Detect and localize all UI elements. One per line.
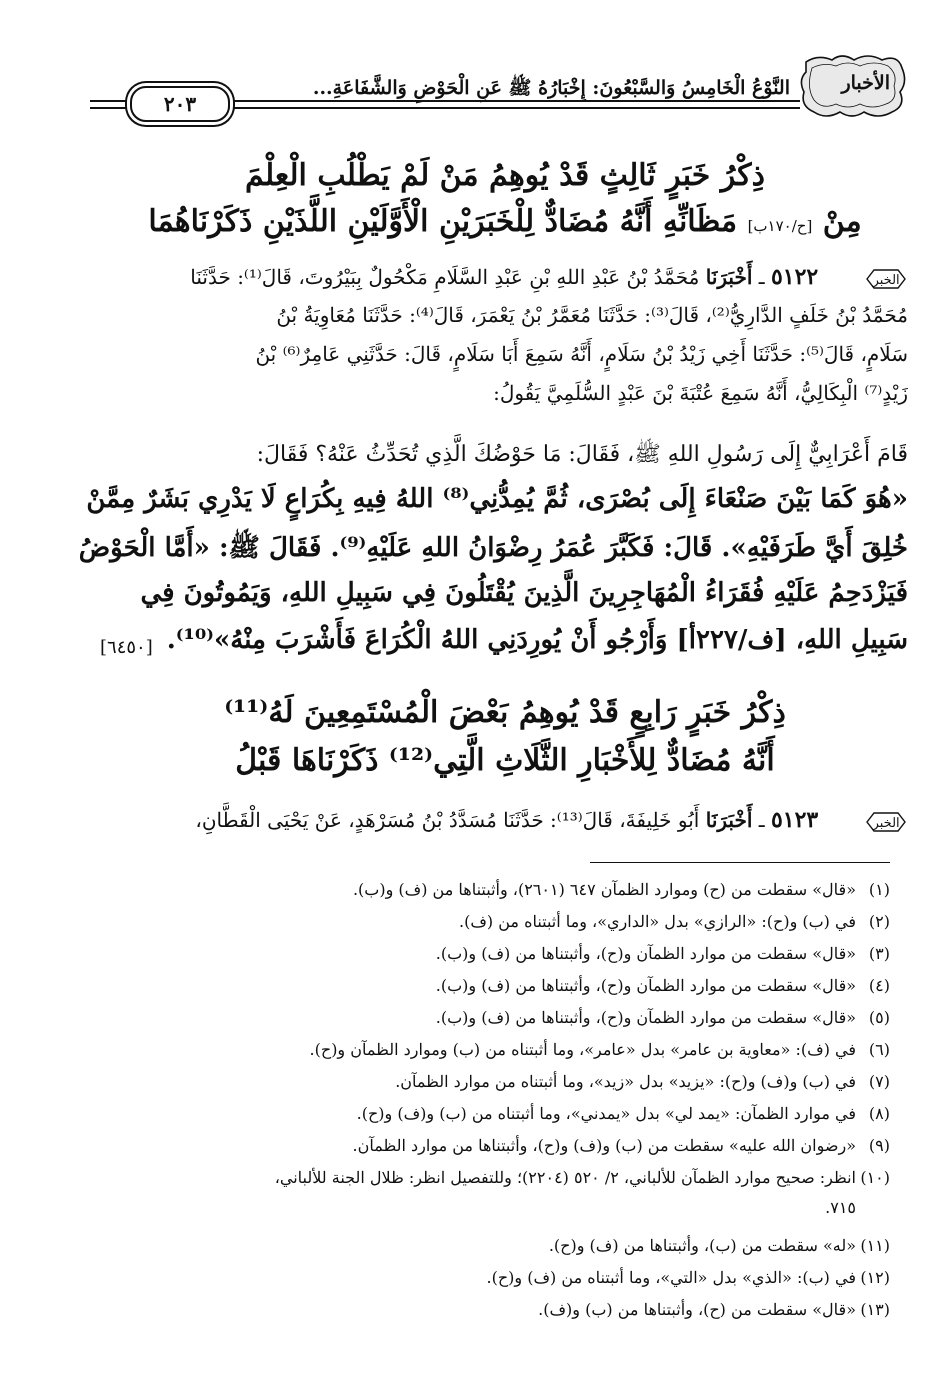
hadith-ref-number: [٦٤٥٠] [100, 637, 153, 658]
footnote [100, 1168, 890, 1187]
footnote-text: «قال» سقطت من (ح)، وأثبتناها من (ب) و(ف). [538, 1300, 856, 1319]
footnote-number: (١٢) [860, 1268, 890, 1287]
footnote-number: (٥) [868, 1008, 890, 1027]
hadith-dash: ـ [758, 808, 765, 832]
footnote [100, 1236, 890, 1255]
footnote-text: في موارد الظمآن: «يمد لي» بدل «يمدني»، وما أثبتناه من (ب) و(ف) و(ح). [356, 1104, 856, 1123]
footnote-text: «رضوان الله عليه» سقطت من (ب) و(ف) و(ح)، وأثبتناها من موارد الظمآن. [352, 1136, 856, 1155]
hadith-number: ٥١٢٣ [770, 807, 819, 833]
footnote-text: «قال» سقطت من موارد الظمآن و(ح)، وأثبتناها من (ف) و(ب). [435, 976, 856, 995]
hadith-isnad-1: مُحَمَّدُ بْنُ عَبْدِ اللهِ بْنِ عَبْدِ السَّلَامِ مَكْحُولٌ بِبَيْرُوتَ، قَالَ⁽¹⁾: حَدَّثَنَا [190, 265, 700, 289]
header-rule-left [90, 100, 130, 109]
khabar-tag-label: الخبر [872, 273, 900, 288]
footnote-number: (٢) [868, 912, 890, 931]
footnote-number: (٩) [868, 1136, 890, 1155]
footnote-text: «له» سقطت من (ب)، وأثبتناها من (ف) و(ح). [548, 1236, 856, 1255]
hadith-5122-line-6: «هُوَ كَمَا بَيْنَ صَنْعَاءَ إِلَى بُصْرَى، ثُمَّ يُمِدُّنِي⁽⁸⁾ اللهُ فِيهِ بِكُرَاعٍ لَا يَدْرِي بَشَرٌ مِمَّنْ [86, 484, 908, 514]
heading-2-start: مِنْ [822, 204, 862, 239]
hadith-dash: ـ [758, 265, 765, 289]
footnote-number: (٤) [868, 976, 890, 995]
footnote-text: في (ف): «معاوية بن عامر» بدل «عامر»، وما أثبتناه من (ب) وموارد الظمآن و(ح). [309, 1040, 856, 1059]
section-heading-1: ذِكْرُ خَبَرٍ ثَالِثٍ قَدْ يُوهِمُ مَنْ لَمْ يَطْلُبِ الْعِلْمَ [245, 158, 765, 193]
hadith-5122-line-7: خُلِقَ أَيَّ طَرَفَيْهِ». قَالَ: فَكَبَّرَ عُمَرُ رِضْوَانُ اللهِ عَلَيْهِ⁽⁹⁾. فَقَالَ ﷺ: «أَمَّا الْحَوْضُ [78, 533, 908, 563]
footnote [100, 976, 890, 995]
footnote [100, 1268, 890, 1287]
footnote [100, 1072, 890, 1091]
footnote [100, 944, 890, 963]
footnote-text: في (ب): «الذي» بدل «التي»، وما أثبتناه من (ف) و(ح). [486, 1268, 856, 1287]
hadith-5122-line-8: فَيَزْدَحِمُ عَلَيْهِ فُقَرَاءُ الْمُهَاجِرِينَ الَّذِينَ يُقْتَلُونَ فِي سَبِيلِ اللهِ، وَيَمُوتُونَ فِي [140, 578, 908, 608]
section-heading-2 [100, 204, 910, 239]
footnote-number: (١) [868, 880, 890, 899]
section-heading-3: ذِكْرُ خَبَرٍ رَابِعٍ قَدْ يُوهِمُ بَعْضَ الْمُسْتَمِعِينَ لَهُ⁽¹¹⁾ [224, 695, 786, 730]
hadith-5122-line-1 [100, 264, 908, 291]
hadith-5122-line-9 [166, 625, 908, 655]
footnote-text: «قال» سقطت من موارد الظمآن و(ح)، وأثبتناها من (ف) و(ب). [435, 1008, 856, 1027]
hadith-5122-line-3: سَلَامٍ، قَالَ⁽⁵⁾: حَدَّثَنَا أَخِي زَيْدُ بْنُ سَلَامٍ، أَنَّهُ سَمِعَ أَبَا سَلَامٍ، قَالَ: حَدَّثَنِي عَامِرٌ⁽⁶⁾ بْنُ [255, 342, 908, 366]
footnote-text: انظر: صحيح موارد الظمآن للألباني، ٢/ ٥٢٠ (٢٢٠٤)؛ وللتفصيل انظر: ظلال الجنة للألباني، [274, 1168, 856, 1187]
footnote [100, 1040, 890, 1059]
badge-label: الأخبار [841, 72, 890, 94]
manuscript-marker: [ح/١٧٠ب] [747, 217, 813, 235]
section-badge [798, 52, 908, 120]
header-rule-right [228, 100, 800, 109]
hadith-5122-line-9-text: سَبِيلِ اللهِ، [ف/٢٢٧أ] وَأَرْجُو أَنْ يُورِدَنِي اللهُ الْكُرَاعَ فَأَشْرَبَ مِنْهُ»⁽¹⁰⁾. [166, 625, 908, 655]
footnote [100, 1008, 890, 1027]
footnote-text: «قال» سقطت من (ح) وموارد الظمآن ٦٤٧ (٢٦٠١)، وأثبتناها من (ف) و(ب). [352, 880, 856, 899]
footnote-number: (٨) [868, 1104, 890, 1123]
footnote-number: (٦) [868, 1040, 890, 1059]
footnote [100, 1300, 890, 1319]
footnote-number: (١٠) [860, 1168, 890, 1187]
page-number: ٢٠٣ [130, 86, 230, 122]
footnote [100, 912, 890, 931]
footnote [100, 1136, 890, 1155]
running-title: النَّوْعُ الْخَامِسُ وَالسَّبْعُونَ: إِخْبَارُهُ ﷺ عَنِ الْحَوْضِ وَالشَّفَاعَةِ... [312, 77, 790, 99]
heading-2-end: مَظَانِّهِ أَنَّهُ مُضَادٌّ لِلْخَبَرَيْنِ الْأَوَّلَيْنِ اللَّذَيْنِ ذَكَرْنَاهُمَا [148, 204, 738, 239]
footnote-continuation [100, 1198, 890, 1217]
footnote [100, 880, 890, 899]
footnote-text: في (ب) و(ح): «الرازي» بدل «الداري»، وما أثبتناه من (ف). [458, 912, 856, 931]
footnote-divider [590, 862, 890, 863]
hadith-opener: أَخْبَرَنَا [705, 808, 753, 832]
footnote-text: ٧١٥. [825, 1198, 856, 1217]
footnote-text: في (ب) و(ف) و(ح): «يزيد» بدل «زيد»، وما أثبتناه من موارد الظمآن. [395, 1072, 856, 1091]
footnote-number: (٣) [868, 944, 890, 963]
footnote-text: «قال» سقطت من موارد الظمآن و(ح)، وأثبتناها من (ف) و(ب). [435, 944, 856, 963]
footnote-number: (١١) [860, 1236, 890, 1255]
hadith-5122-line-4: زَيْدٍ⁽⁷⁾ الْبِكَالِيُّ، أَنَّهُ سَمِعَ عُتْبَةَ بْنَ عَبْدٍ السُّلَمِيَّ يَقُولُ: [493, 381, 908, 405]
hadith-isnad-1: أَبُو خَلِيفَةَ، قَالَ⁽¹³⁾: حَدَّثَنَا مُسَدَّدُ بْنُ مُسَرْهَدٍ، عَنْ يَحْيَى الْقَطَّانِ، [195, 808, 700, 832]
hadith-5122-line-5: قَامَ أَعْرَابِيٌّ إِلَى رَسُولِ اللهِ ﷺ، فَقَالَ: مَا حَوْضُكَ الَّذِي تُحَدِّثُ عَنْهُ؟ فَقَالَ: [256, 442, 908, 467]
footnote [100, 1104, 890, 1123]
footnote-number: (٧) [868, 1072, 890, 1091]
section-heading-4: أَنَّهُ مُضَادٌّ لِلأَخْبَارِ الثَّلَاثِ الَّتِي⁽¹²⁾ ذَكَرْنَاهَا قَبْلُ [235, 743, 775, 778]
hadith-opener: أَخْبَرَنَا [705, 265, 753, 289]
footnote-number: (١٣) [860, 1300, 890, 1319]
hadith-5122-line-2: مُحَمَّدُ بْنُ خَلَفٍ الدَّارِيُّ⁽²⁾، قَالَ⁽³⁾: حَدَّثَنَا مُعَمَّرُ بْنُ يَعْمَرَ، قَالَ⁽⁴⁾: حَدَّثَنَا مُعَاوِيَةُ بْنُ [276, 303, 908, 327]
khabar-tag-label: الخبر [872, 816, 900, 831]
hadith-number: ٥١٢٢ [770, 264, 819, 290]
hadith-5123-line-1 [100, 807, 908, 834]
